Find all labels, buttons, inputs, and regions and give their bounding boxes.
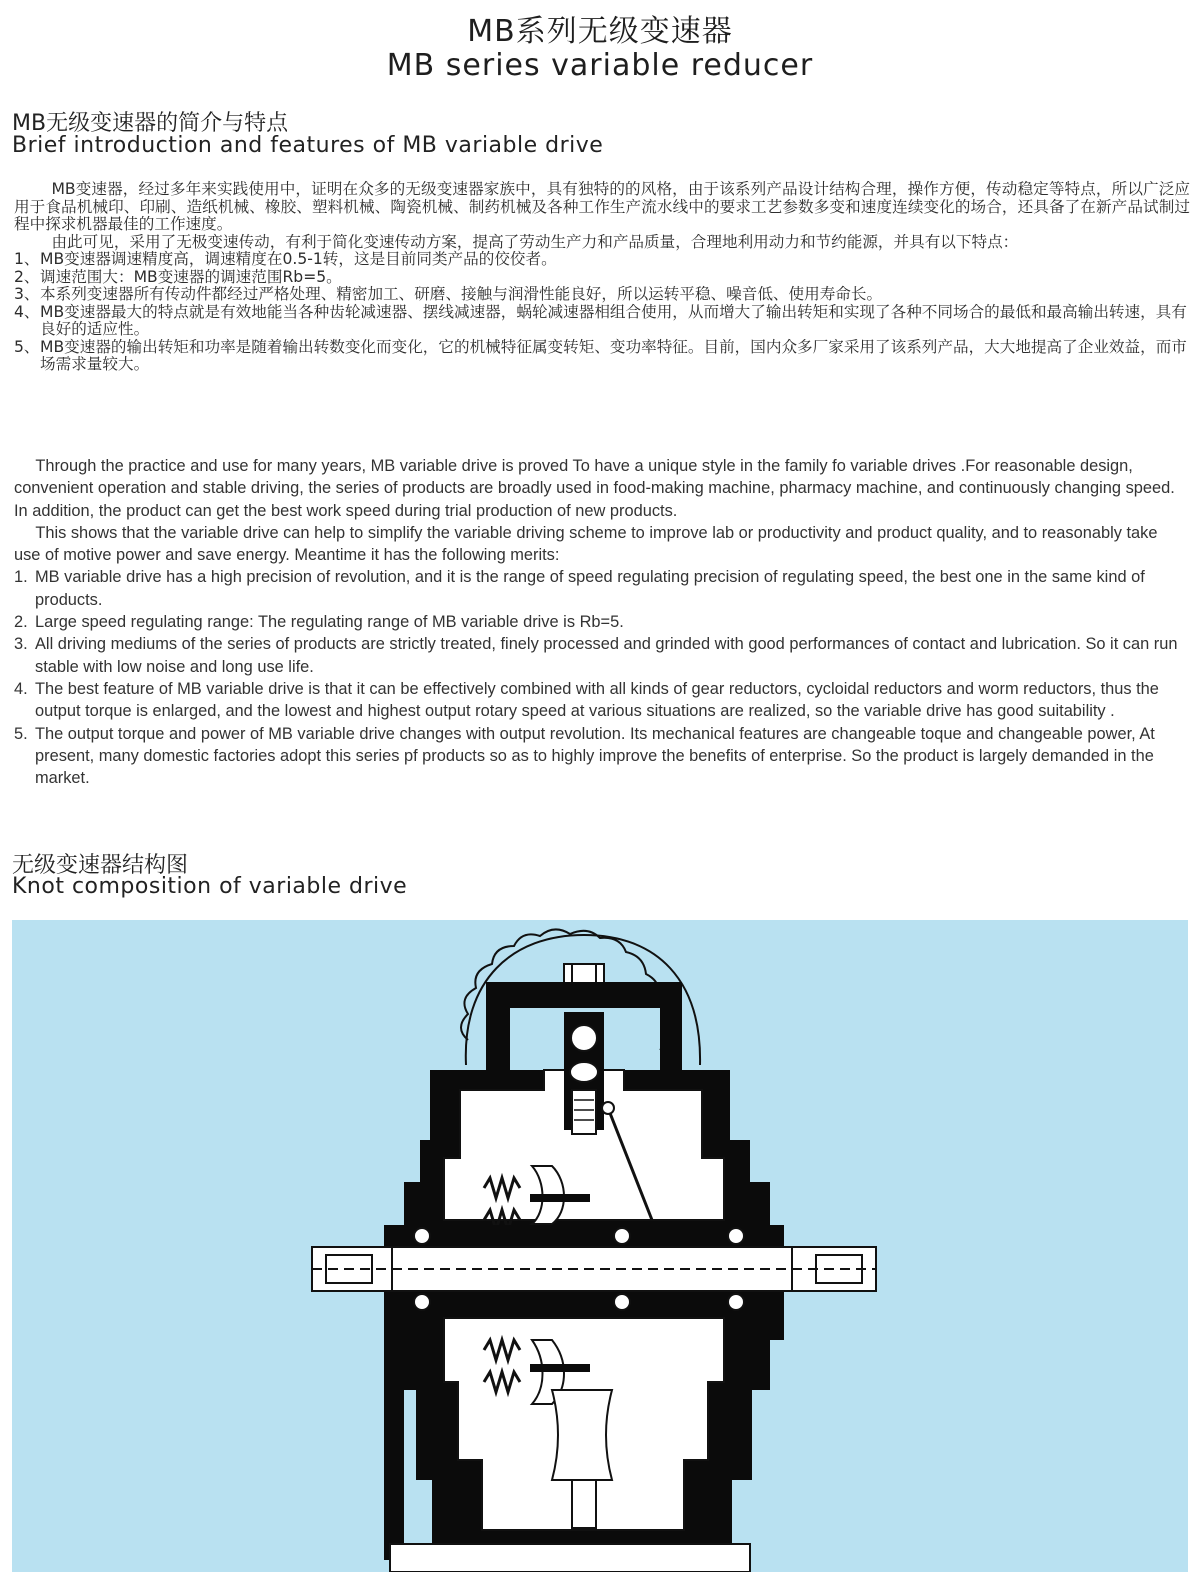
base-plate (390, 1544, 750, 1572)
structure-heading-en: Knot composition of variable drive (12, 874, 408, 899)
cn-list-item: 5、 MB变速器的输出转矩和功率是随着输出转数变化而变化，它的机械特征属变转矩、变功率特征。目前，国内众多厂家采用了该系列产品，大大地提高了企业效益，而市场需求量较大。 (14, 337, 1187, 373)
structure-heading-cn: 无级变速器结构图 (12, 853, 189, 878)
en-list-item: 4. The best feature of MB variable drive is that it can be effectively combined with all kinds of gear reductors, cycloidal reductors and worm reductors, thus the output torque is enlarged, and the lowest and highest output rotary speed at various situations are realized, so the variable drive has good suitability . (14, 679, 1159, 721)
page-title-en: MB series variable reducer (386, 48, 814, 83)
intro-text-cn (14, 181, 1190, 374)
page-title-cn: MB系列无级变速器 (467, 14, 733, 49)
en-list-item: 1. MB variable drive has a high precision of revolution, and it is the range of speed regulating precision of regulating speed, the best one in the same kind of products. (14, 568, 1145, 609)
intro-text-en (14, 455, 1186, 789)
intro-heading-en: Brief introduction and features of MB variable drive (12, 133, 604, 158)
intro-heading-cn: MB无级变速器的简介与特点 (12, 111, 289, 136)
variable-drive-cross-section (12, 920, 1188, 1572)
cn-paragraph-1: MB变速器，经过多年来实践使用中，证明在众多的无级变速器家族中，具有独特的的风格，由于该系列产品设计结构合理，操作方便，传动稳定等特点，所以广泛应用于食品机械印、印刷、造纸机械、橡胶、塑料机械、陶瓷机械、制药机械及各种工作生产流水线中的要求工艺参数多变和速度连续变化的场合，还具备了在新产品试制过程中探求机器最佳的工作速度。 (14, 180, 1190, 233)
cn-list-item: 4、 MB变速器最大的特点就是有效地能当各种齿轮减速器、摆线减速器，蜗轮减速器相组合使用，从而增大了输出转矩和实现了各种不同场合的最低和最高输出转速，具有良好的适应性。 (14, 302, 1187, 338)
cn-list-item: 1、 MB变速器调速精度高，调速精度在0.5-1转，这是目前同类产品的佼佼者。 (14, 250, 557, 268)
main-shaft (312, 1247, 876, 1291)
en-list-item: 5. The output torque and power of MB variable drive changes with output revolution. Its mechanical features are changeable toque and changeable power, At present, many domestic factories adopt this series pf products so as to highly improve the benefits of enterprise. So the product is largely demanded in the market. (14, 724, 1155, 788)
en-paragraph-1: Through the practice and use for many years, MB variable drive is proved To have a unique style in the family fo variable drives .For reasonable design, convenient operation and stable driving, the series of products are broadly used in food-making machine, pharmacy machine, and continuously changing speed. In addition, the product can get the best work speed during trial production of new products. (14, 457, 1175, 520)
cn-list-item: 2、 调速范围大：MB变速器的调速范围Rb=5。 (14, 267, 342, 286)
en-paragraph-2: This shows that the variable drive can help to simplify the variable driving scheme to improve lab or productivity and product quality, and to reasonably take use of motive power and save energy. Meantime it has the following merits: (14, 523, 1158, 565)
en-list-item: 2. Large speed regulating range: The regulating range of MB variable drive is Rb=5. (14, 613, 624, 632)
structure-diagram-panel (12, 920, 1188, 1572)
en-list-item: 3. All driving mediums of the series of products are strictly treated, finely processed and grinded with good performances of contact and lubrication. So it can run stable with low noise and long use life. (14, 635, 1178, 676)
cn-paragraph-2: 由此可见，采用了无极变速传动，有利于简化变速传动方案，提高了劳动生产力和产品质量，合理地利用动力和节约能源，并具有以下特点： (51, 232, 1019, 251)
cn-list-item: 3、 本系列变速器所有传动件都经过严格处理、精密加工、研磨、接触与润滑性能良好，所以运转平稳、噪音低、使用寿命长。 (14, 285, 883, 303)
